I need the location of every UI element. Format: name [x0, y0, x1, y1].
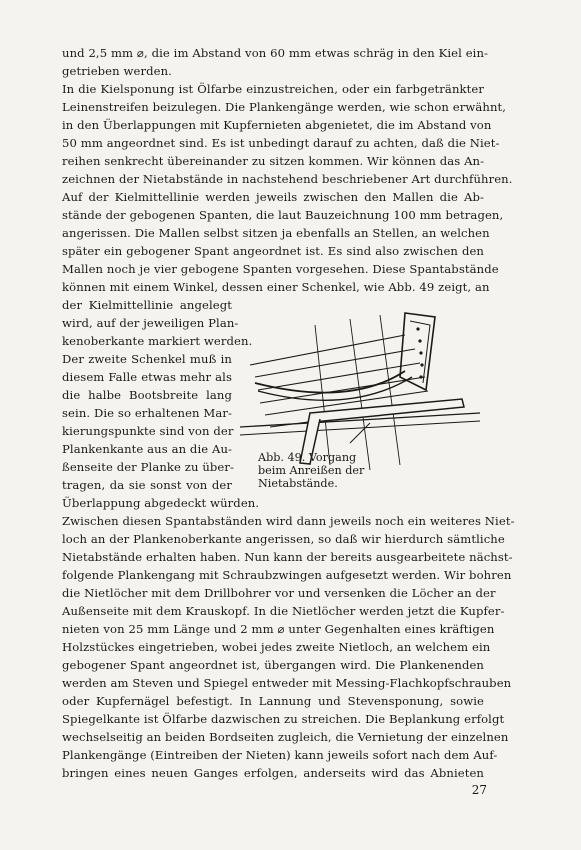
text-line: stände der gebogenen Spanten, die laut Bauzeichnung 100 mm betragen, [62, 208, 504, 222]
figure-caption [258, 451, 364, 490]
text-line: 50 mm angeordnet sind. Es ist unbedingt darauf zu achten, daß die Niet- [62, 136, 500, 150]
text-line: oder Kupfernägel befestigt. In Lannung und Stevensponung, sowie [62, 694, 484, 708]
text-line: Der zweite Schenkel muß in [62, 352, 232, 366]
text-line: gebogener Spant angeordnet ist, übergangen wird. Die Plankenenden [62, 658, 484, 672]
text-line: und 2,5 mm ⌀, die im Abstand von 60 mm etwas schräg in den Kiel ein- [62, 46, 489, 60]
text-line: zeichnen der Nietabstände in nachstehend beschriebener Art durchführen. [62, 172, 513, 186]
text-line: kierungspunkte sind von der [62, 424, 234, 438]
text-line: Spiegelkante ist Ölfarbe dazwischen zu streichen. Die Beplankung erfolgt [62, 712, 505, 726]
text-line: angerissen. Die Mallen selbst sitzen ja ebenfalls an Stellen, an welchen [62, 226, 490, 240]
text-line: Überlappung abgedeckt würden. [62, 496, 260, 510]
text-line: Zwischen diesen Spantabständen wird dann jeweils noch ein weiteres Niet- [62, 514, 515, 528]
text-line: In die Kielsponung ist Ölfarbe einzustreichen, oder ein farbgetränkter [62, 82, 484, 96]
caption-line: beim Anreißen der [258, 464, 365, 477]
text-line: werden am Steven und Spiegel entweder mit Messing-Flachkopfschrauben [62, 676, 512, 690]
text-line: können mit einem Winkel, dessen einer Schenkel, wie Abb. 49 zeigt, an [62, 280, 490, 294]
text-line: sein. Die so erhaltenen Mar- [62, 406, 233, 420]
text-line: diesem Falle etwas mehr als [62, 370, 232, 384]
text-line: bringen eines neuen Ganges erfolgen, anderseits wird das Abnieten [62, 766, 484, 780]
text-line: später ein gebogener Spant angeordnet ist. Es sind also zwischen den [62, 244, 484, 258]
text-line: Leinenstreifen beizulegen. Die Plankengänge werden, wie schon erwähnt, [62, 100, 507, 114]
caption-line: Nietabstände. [258, 477, 338, 490]
text-line: Holzstückes eingetrieben, wobei jedes zweite Nietloch, an welchem ein [62, 640, 491, 654]
text-line: kenoberkante markiert werden. [62, 334, 253, 348]
text-line: Nietabstände erhalten haben. Nun kann der bereits ausgearbeitete nächst- [62, 550, 513, 564]
text-line: Auf der Kielmittellinie werden jeweils zwischen den Mallen die Ab- [62, 190, 484, 204]
text-line: die Nietlöcher mit dem Drillbohrer vor und versenken die Löcher an der [62, 586, 496, 600]
text-line: reihen senkrecht übereinander zu sitzen kommen. Wir können das An- [62, 154, 485, 168]
text-line: loch an der Plankenoberkante angerissen, so daß wir hierdurch sämtliche [62, 532, 505, 546]
text-line: Plankengänge (Eintreiben der Nieten) kann jeweils sofort nach dem Auf- [62, 748, 498, 762]
text-line: Plankenkante aus an die Au- [62, 442, 233, 456]
text-line: wird, auf der jeweiligen Plan- [62, 316, 239, 330]
text-line: folgende Plankengang mit Schraubzwingen aufgesetzt werden. Wir bohren [62, 568, 512, 582]
text-line: Mallen noch je vier gebogene Spanten vorgesehen. Diese Spantabstände [62, 262, 499, 276]
text-line: wechselseitig an beiden Bordseiten zugleich, die Vernietung der einzelnen [62, 730, 509, 744]
text-line: die halbe Bootsbreite lang [62, 388, 232, 402]
text-line: Außenseite mit dem Krauskopf. In die Nietlöcher werden jetzt die Kupfer- [62, 604, 505, 618]
text-line: nieten von 25 mm Länge und 2 mm ⌀ unter Gegenhalten eines kräftigen [62, 622, 495, 636]
text-line: getrieben werden. [62, 64, 172, 78]
caption-line: Abb. 49. Vorgang [258, 451, 357, 464]
text-line: tragen, da sie sonst von der [62, 478, 232, 492]
text-line: ßenseite der Planke zu über- [62, 460, 235, 474]
text-line: der Kielmittellinie angelegt [62, 298, 232, 312]
page-number: 27 [471, 783, 487, 797]
text-line: in den Überlappungen mit Kupfernieten abgenietet, die im Abstand von [62, 118, 492, 132]
